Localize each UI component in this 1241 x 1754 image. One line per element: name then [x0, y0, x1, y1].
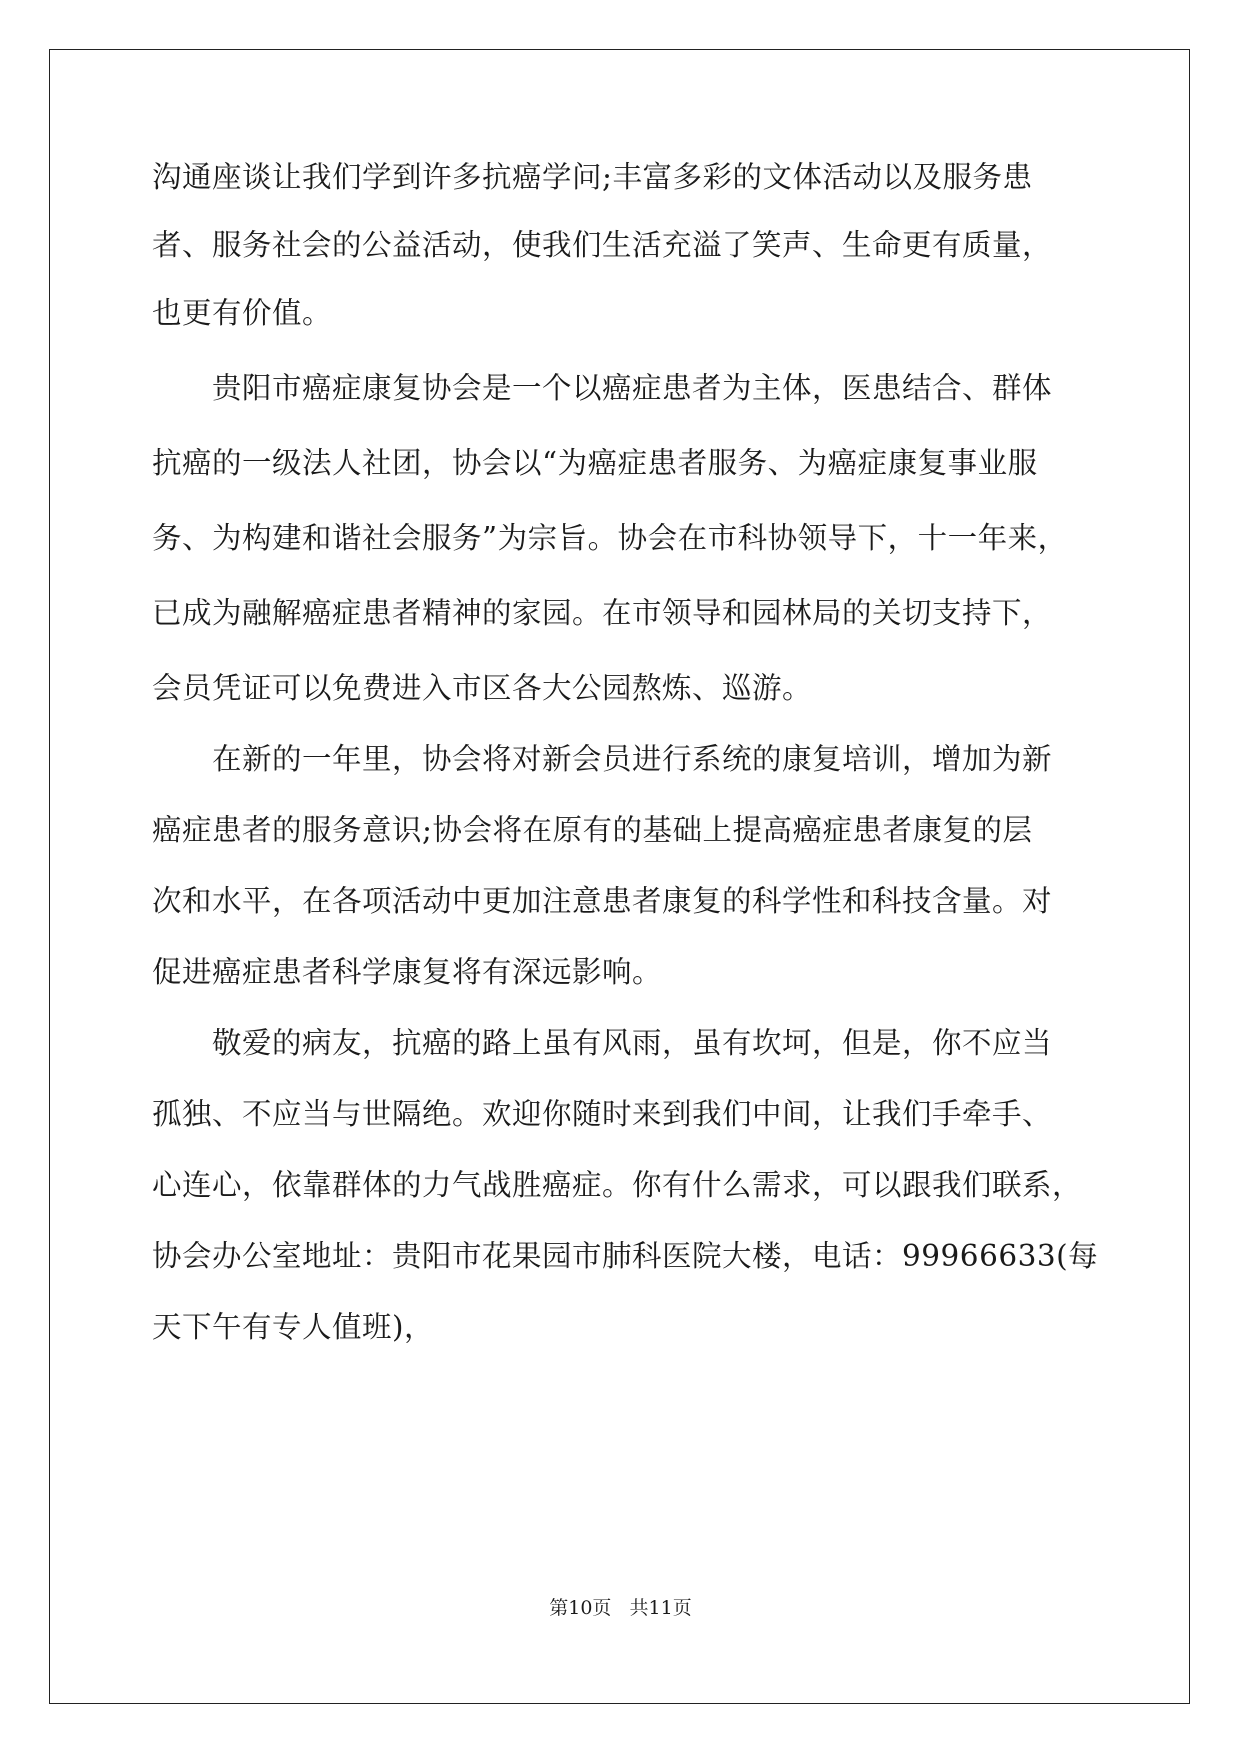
text-line: 抗癌的一级法人社团，协会以“为癌症患者服务、为癌症康复事业服 — [152, 446, 1038, 480]
text-line: 已成为融解癌症患者精神的家园。在市领导和园林局的关切支持下， — [152, 596, 1053, 630]
text-line: 促进癌症患者科学康复将有深远影响。 — [152, 955, 663, 989]
text-line: 协会办公室地址：贵阳市花果园市肺科医院大楼，电话：99966633(每 — [152, 1239, 1099, 1273]
text-line: 孤独、不应当与世隔绝。欢迎你随时来到我们中间，让我们手牵手、 — [152, 1097, 1053, 1131]
paragraph-start-line: 贵阳市癌症康复协会是一个以癌症患者为主体，医患结合、群体 — [212, 371, 1053, 405]
text-line: 者、服务社会的公益活动，使我们生活充溢了笑声、生命更有质量， — [152, 228, 1053, 262]
paragraph-start-line: 敬爱的病友，抗癌的路上虽有风雨，虽有坎坷，但是，你不应当 — [212, 1026, 1053, 1060]
text-line: 次和水平，在各项活动中更加注意患者康复的科学性和科技含量。对 — [152, 884, 1053, 918]
text-line: 沟通座谈让我们学到许多抗癌学问;丰富多彩的文体活动以及服务患 — [152, 160, 1033, 194]
paragraph-start-line: 在新的一年里，协会将对新会员进行系统的康复培训，增加为新 — [212, 742, 1053, 776]
text-line: 务、为构建和谐社会服务”为宗旨。协会在市科协领导下，十一年来， — [152, 521, 1068, 555]
text-line: 会员凭证可以免费进入市区各大公园熬炼、巡游。 — [152, 671, 813, 705]
page-number-footer: 第10页 共11页 — [549, 1597, 692, 1619]
text-line: 癌症患者的服务意识;协会将在原有的基础上提高癌症患者康复的层 — [152, 813, 1033, 847]
text-line: 也更有价值。 — [152, 296, 333, 330]
text-line: 天下午有专人值班)， — [152, 1310, 435, 1344]
text-line: 心连心，依靠群体的力气战胜癌症。你有什么需求，可以跟我们联系， — [152, 1168, 1083, 1202]
